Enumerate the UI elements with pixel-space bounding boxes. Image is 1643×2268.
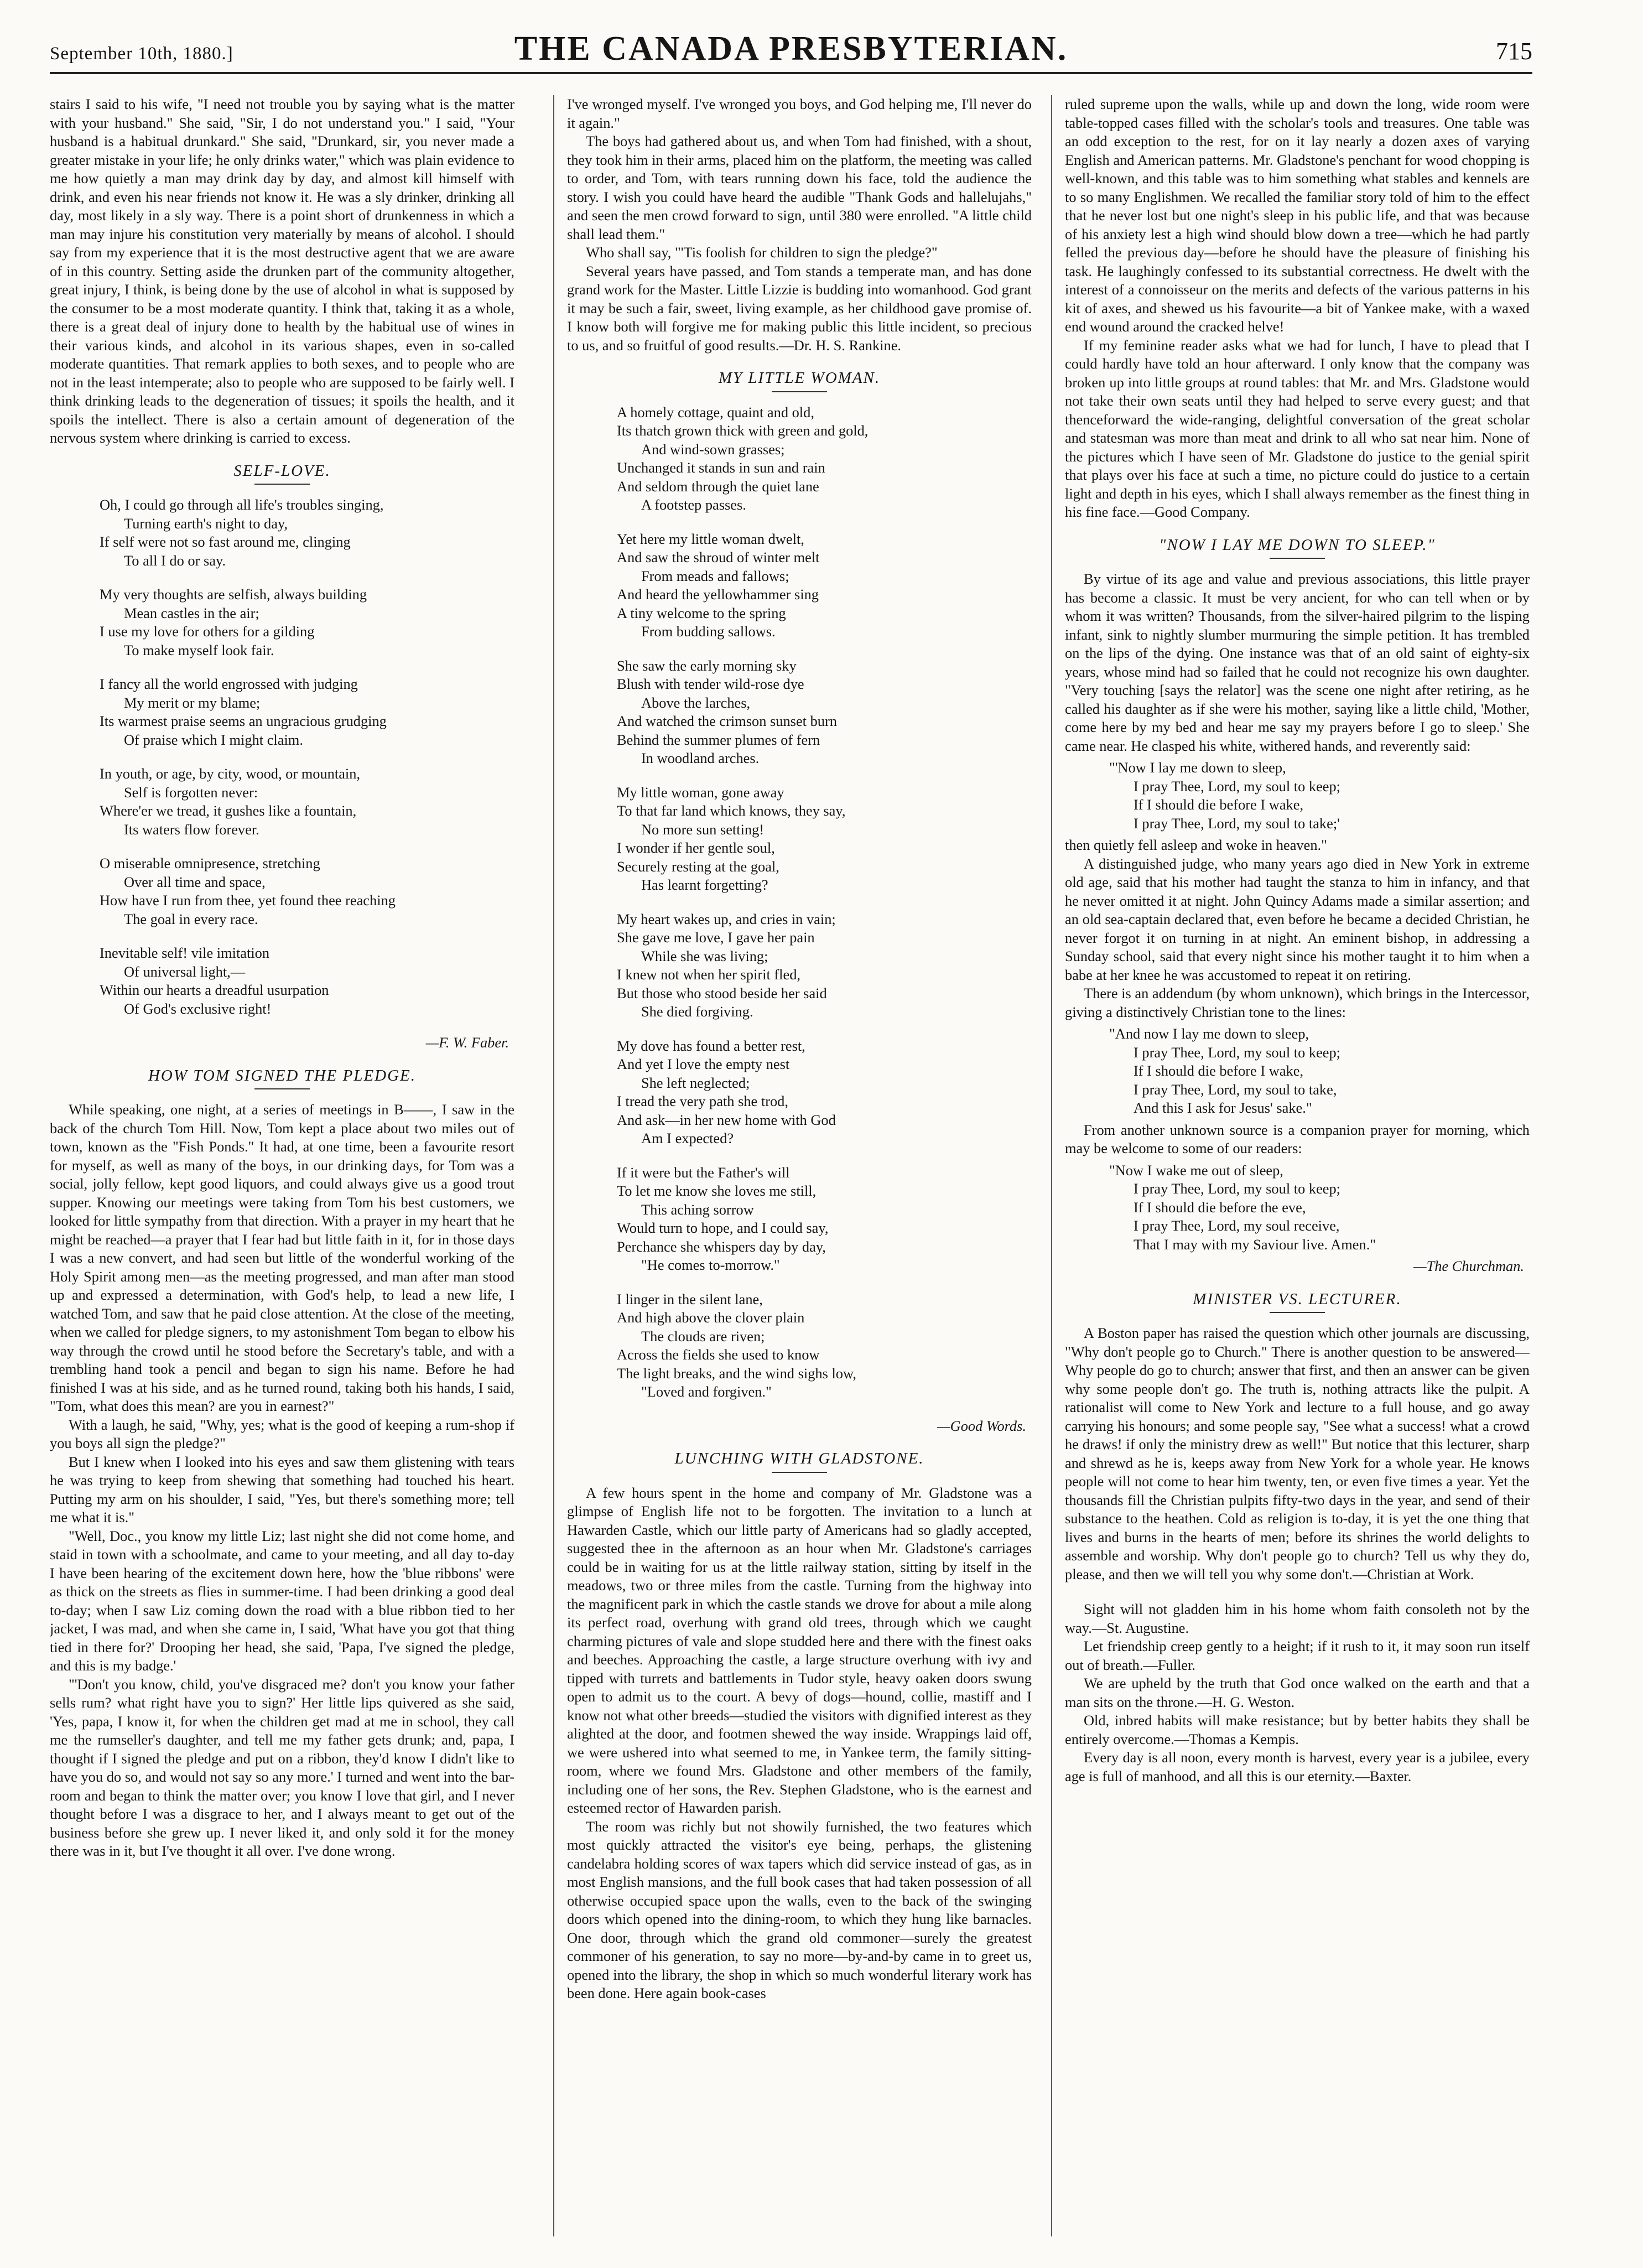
poem-line: I linger in the silent lane, <box>617 1290 763 1307</box>
poem-line: "He comes to-morrow." <box>641 1257 780 1273</box>
paragraph: A few hours spent in the home and company of Mr. Gladstone was a glimpse of English life not to be forgotten. The invitation to a lunch at Hawarden Castle, which our little party of Americans had so gladly accepted, suggested thee in the afternoon as an hour when Mr. Gladstone's carriages could be in waiting for us at the little railway station, sitting by itself in the meadows, two or three miles from the castle. Turning from the highway into the magnificent park in which the castle stands we drove for about a mile along its perfect road, overhung with grand old trees, through which we caught charming pictures of vale and slope studded here and there with the finest oaks and beeches. Approaching the castle, a large structure overhung with ivy and tipped with turrets and battlements in Tudor style, heavy oaken doors swung open to admit us to the court. A bevy of dogs—hound, collie, mastiff and I know not what other breeds—studied the visitors with dignified interest as they alighted at the door, and footmen shewed the way inside. Wrappings laid off, we were ushered into what seemed to me, in Yankee term, the family sitting-room, where we found Mrs. Gladstone and other members of the family, including one of her sons, the Rev. Stephen Gladstone, who is the earnest and esteemed rector of Hawarden parish. <box>567 1484 1032 1816</box>
paragraph: Several years have passed, and Tom stands a temperate man, and has done grand work for the Master. Little Lizzie is budding into womanhood. God grant it may be such a fair, sweet, living example, as her childhood gave promise of. I know both will forgive me for making public this little incident, so precious to us, and so fruitful of good results.—Dr. H. S. Rankine. <box>567 262 1032 354</box>
poem-line: To that far land which knows, they say, <box>617 802 846 819</box>
poem-line: Blush with tender wild-rose dye <box>617 676 804 692</box>
title-dash <box>772 1472 827 1473</box>
paragraph: While speaking, one night, at a series of meetings in B——, I saw in the back of the church Tom Hill. Now, Tom kept a place about two miles out of town, known as the "Fish Ponds." It had, at one time, been a favourite resort for myself, as well as many of the boys, in our drinking days, for Tom was a social, jolly fellow, kept good liquors, and could always give us a good trout supper. Knowing our meetings were taking from Tom his best customers, we looked for little sympathy from that direction. With a prayer in my heart that he might be reached—a prayer that I fear had but little faith in it, for in those days I was a new convert, and had seen but little of the wonderful working of the Holy Spirit among men—as the meeting progressed, and man after man stood up and expressed a determination, with God's help, to lead a new life, I watched Tom, and saw that he paid close attention. At the close of the meeting, when we called for pledge signers, to my astonishment Tom began to elbow his way through the crowd until he stood before the Secretary's table, and with a trembling hand took a pencil and began to sign his name. Before he had finished I was at his side, and as he turned round, taking both his hands, I said, "Tom, what does this mean? are you in earnest?" <box>50 1101 514 1414</box>
poem-line: And watched the crimson sunset burn <box>617 713 837 729</box>
saying: Let friendship creep gently to a height; if it rush to it, it may soon run itself out of breath.—Fuller. <box>1065 1638 1530 1673</box>
verse-line: "And now I lay me down to sleep, <box>1109 1025 1309 1042</box>
poem-line: Its thatch grown thick with green and gold, <box>617 422 869 439</box>
title-dash <box>1270 1312 1325 1313</box>
paragraph: "'Don't you know, child, you've disgraced me? don't you know your father sells rum? what right have you to sign?' Her little lips quivered as she said, 'Yes, papa, I know it, for when the children get mad at me in school, they call me the rumseller's daughter, and tell me my father gets drunk; and, papa, I thought if I signed the pledge and put on a ribbon, they'd know I didn't like to have you do so, and would not say so any more.' I turned and went into the bar-room and began to think the matter over; you know I love that girl, and I never thought before I was a disgrace to her, and I always meant to get out of the business before she grew up. I never liked it, and only sold it for the money there was in it, but I've thought it all over. I've done wrong. <box>50 1675 514 1859</box>
paragraph: The room was richly but not showily furnished, the two features which most quickly attracted the visitor's eye being, perhaps, the glistening candelabra holding scores of wax tapers which did service instead of gas, as in most English mansions, and the full book cases that had taken possession of all otherwise occupied space upon the walls, even to the back of the swinging doors which opened into the dining-room, to which they hung like barnacles. One door, through which the grand old commoner—surely the greatest commoner of his generation, to say no more—by-and-by came in to greet us, opened into the library, the shop in which so much wonderful literary work has been done. Here again book-cases <box>567 1818 1032 2001</box>
title-dash <box>1270 558 1325 559</box>
poem-line: To make myself look fair. <box>124 641 274 658</box>
verse-line: I pray Thee, Lord, my soul receive, <box>1134 1217 1340 1234</box>
poem-line: I use my love for others for a gilding <box>100 623 315 640</box>
poem-line: I wonder if her gentle soul, <box>617 839 775 856</box>
poem-line: And heard the yellowhammer sing <box>617 586 819 603</box>
poem-line: Over all time and space, <box>124 873 266 890</box>
story-title: HOW TOM SIGNED THE PLEDGE. <box>148 1066 417 1084</box>
paragraph: A distinguished judge, who many years ago died in New York in extreme old age, said that his mother had taught the stanza to him in infancy, and that he never omitted it at night. John Quincy Adams made a similar assertion; and an old sea-captain declared that, even before he became a decided Christian, he never forgot it on turning in at night. An eminent bishop, in addressing a Sunday school, said that every night since his mother taught it to him when a babe at her knee he was accustomed to repeat it on retiring. <box>1065 855 1530 983</box>
saying: Old, inbred habits will make resistance; but by better habits they shall be entirely overcome.—Thomas a Kempis. <box>1065 1712 1530 1747</box>
poem-line: Of praise which I might claim. <box>124 731 303 748</box>
article-continuation: stairs I said to his wife, "I need not trouble you by saying what is the matter with your husband." She said, "Sir, I do not understand you." I said, "Your husband is a habitual drunkard." She said, "Drunkard, sir, you never made a greater mistake in your life; he only drinks water," which was plain evidence to me how quietly a man may drink day by day, and almost kill himself with drink, and even his near friends not know it. He was a sly drinker, drinking all day, most likely in a sly way. There is a point short of drunkenness in which a man may injure his constitution very materially by means of alcohol. I should say from my experience that it is the most destructive agent that we are aware of in this country. Setting aside the drunken part of the community altogether, great injury, I think, is being done by the use of alcohol in what is supposed by the consumer to be a most moderate quantity. I think that, taking it as a whole, there is a great deal of injury done to health by the habitual use of wines in their various kinds, and alcohol in its various shapes, even in so-called moderate quantities. That remark applies to both sexes, and to people who are not in the least intemperate; also to people who are supposed to be fairly well. I think drinking leads to the degeneration of tissues; it spoils the health, and it spoils the intellect. There is also a certain amount of degeneration of the nervous system where drinking is carried to excess. <box>50 96 514 446</box>
paragraph: There is an addendum (by whom unknown), which brings in the Intercessor, giving a distinctively Christian tone to the lines: <box>1065 985 1530 1020</box>
poem-line: And high above the clover plain <box>617 1309 805 1326</box>
poem-line: Unchanged it stands in sun and rain <box>617 459 825 476</box>
stanza <box>100 854 514 928</box>
poem-line: Of universal light,— <box>124 963 246 980</box>
prayer-verse <box>1109 1025 1530 1118</box>
column-rule <box>553 95 554 2236</box>
poem-line: Self is forgotten never: <box>124 783 258 801</box>
poem-line: Turning earth's night to day, <box>124 515 288 532</box>
verse-line: I pray Thee, Lord, my soul to take, <box>1134 1081 1337 1098</box>
verse-source: —The Churchman. <box>1413 1258 1524 1274</box>
poem-line: The goal in every race. <box>124 910 258 927</box>
poem-line: And saw the shroud of winter melt <box>617 549 820 565</box>
paragraph: By virtue of its age and value and previous associations, this little prayer has become a classic. It must be very ancient, for who can tell when or by whom it was written? Thousands, from the silver-haired pilgrim to the lisping infant, sink to nightly slumber murmuring the simple petition. It has trembled on the lips of the dying. One instance was that of an old saint of eighty-six years, whose mind had so failed that he could not recognize his own daughter. "Very touching [says the relator] was the scene one night after retiring, as he called his daughter as if she were his mother, saying like a little child, 'Mother, come here by my bed and hear me say my prayers before I go to sleep.' She came near. He clasped his white, withered hands, and reverently said: <box>1065 570 1530 754</box>
poem-line: The light breaks, and the wind sighs low, <box>617 1364 856 1382</box>
verse-line: I pray Thee, Lord, my soul to keep; <box>1134 1180 1341 1197</box>
stanza <box>617 530 1032 641</box>
paragraph: "Well, Doc., you know my little Liz; last night she did not come home, and staid in town with a schoolmate, and came to your meeting, and all day to-day I have been hearing of the excitement down here, how the 'blue ribbons' were as thick on the streets as flies in summer-time. I had been drinking a good deal to-day; when I saw Liz coming down the road with a blue ribbon tied to her jacket, I was mad, and when she came in, I said, 'What have you got that thing tied in there for?' Drooping her head, she said, 'Papa, I've signed the pledge, and this is my badge.' <box>50 1527 514 1674</box>
poem-line: Inevitable self! vile imitation <box>100 944 270 961</box>
paragraph: A Boston paper has raised the question which other journals are discussing, "Why don't people go to Church." There is another question to be answered—Why people do go to church; answer that first, and then an answer can be given why some people don't go. The truth is, nothing attracts like the pulpit. A rationalist will come to New York and lecture to a full house, and go away carrying his honours; and some people say, "See what a success! what a crowd he draws! if only the ministry drew as well!" But notice that this lecturer, sharp and shrewd as he is, keeps away from New York for a whole year. He knows people will not come to hear him twenty, ten, or even five times a year. Yet the thousands fill the Christian pulpits fifty-two days in the year, and send of their substance to the heathen. Cold as religion is to-day, it is yet the one thing that lives and burns in the hearts of men; before its shrines the world delights to assemble and worship. Why don't people go to church? Tell us why they do, please, and then we will tell you why some don't.—Christian at Work. <box>1065 1325 1530 1582</box>
paragraph: If my feminine reader asks what we had for lunch, I have to plead that I could hardly have told an hour afterward. I only know that the company was broken up into little groups at round tables: that Mr. and Mrs. Gladstone would not take their own seats until they had helped to serve every guest; and that thenceforward the wide-ranging, delightful conversation of the great scholar and statesman was more than meat and drink to all who sat near him. None of the pictures which I have seen of Mr. Gladstone do justice to the genial spirit that plays over his face at such a time, no picture could do justice to a certain light and depth in his eyes, which I shall always remember as the finest thing in his fine face.—Good Company. <box>1065 336 1530 520</box>
stanza <box>617 783 1032 895</box>
poem-line: Mean castles in the air; <box>124 604 259 621</box>
saying: Every day is all noon, every month is harvest, every year is a jubilee, every age is full of manhood, and all this is our eternity.—Baxter. <box>1065 1749 1530 1784</box>
poem-line: Behind the summer plumes of fern <box>617 731 820 748</box>
poem-self-love <box>100 496 514 1018</box>
poem-line: No more sun setting! <box>641 821 765 838</box>
paragraph: From another unknown source is a companion prayer for morning, which may be welcome to some of our readers: <box>1065 1121 1530 1156</box>
stanza <box>100 765 514 839</box>
title-dash <box>254 484 310 485</box>
verse-line: "'Now I lay me down to sleep, <box>1109 759 1286 776</box>
poem-line: Of God's exclusive right! <box>124 1000 272 1017</box>
poem-line: While she was living; <box>641 947 768 964</box>
poem-line: But those who stood beside her said <box>617 984 827 1001</box>
poem-line: Oh, I could go through all life's troubles singing, <box>100 496 384 513</box>
paragraph: Who shall say, "'Tis foolish for children to sign the pledge?" <box>586 244 938 261</box>
column-right <box>1065 95 1530 2242</box>
stanza <box>617 1290 1032 1402</box>
page-header <box>50 22 1532 74</box>
stanza <box>100 496 514 570</box>
stanza <box>617 403 1032 515</box>
poem-line: And seldom through the quiet lane <box>617 478 819 495</box>
poem-line: A homely cottage, quaint and old, <box>617 403 814 421</box>
stanza <box>617 1164 1032 1275</box>
poem-line: And ask—in her new home with God <box>617 1111 836 1128</box>
poem-title: SELF-LOVE. <box>233 461 331 480</box>
column-middle <box>567 95 1032 2242</box>
stanza <box>100 585 514 660</box>
poem-line: If self were not so fast around me, clinging <box>100 533 351 550</box>
poem-line: Its warmest praise seems an ungracious grudging <box>100 713 387 729</box>
poem-line: She left neglected; <box>641 1074 750 1091</box>
poem-author: —F. W. Faber. <box>425 1034 509 1051</box>
verse-line: And this I ask for Jesus' sake." <box>1134 1099 1312 1116</box>
poem-line: She gave me love, I gave her pain <box>617 929 815 946</box>
poem-line: A footstep passes. <box>641 496 746 513</box>
paragraph: ruled supreme upon the walls, while up and down the long, wide room were table-topped cases filled with the scholar's tools and treasures. One table was an odd exception to the rest, for on it lay nearly a dozen axes of varying English and American patterns. Mr. Gladstone's penchant for wood chopping is well-known, and this table was to him something what stables and kennels are to so many Englishmen. We recalled the familiar story told of him to the effect that he never lost but one night's sleep in his public life, and that was because of his anxiety lest a high wind should blow down a tree—which he had partly felled the previous day—before he should have the pleasure of finishing his task. He laughingly confessed to its substantial correctness. He dwelt with the interest of a connoisseur on the merits and defects of the various patterns in his kit of axes, and shewed us his favourite—a bit of Yankee make, with a waxed end wound around the cracked helve! <box>1065 96 1530 335</box>
poem-line: If it were but the Father's will <box>617 1164 790 1181</box>
poem-line: Has learnt forgetting? <box>641 876 768 893</box>
poem-line: A tiny welcome to the spring <box>617 604 786 621</box>
poem-line: The clouds are riven; <box>641 1327 765 1345</box>
poem-line: O miserable omnipresence, stretching <box>100 855 320 871</box>
paragraph: The boys had gathered about us, and when Tom had finished, with a shout, they took him in their arms, placed him on the platform, the meeting was called to order, and Tom, with tears running down his face, told the audience the story. I wish you could have heard the audible "Thank Gods and hallelujahs," and seen the men crowd forward to sign, until 380 were enrolled. "A little child shall lead them." <box>567 133 1032 242</box>
poem-line: She died forgiving. <box>641 1003 753 1020</box>
poem-line: My little woman, gone away <box>617 783 784 801</box>
poem-line: My heart wakes up, and cries in vain; <box>617 910 836 927</box>
poem-line: Yet here my little woman dwelt, <box>617 530 804 547</box>
poem-line: She saw the early morning sky <box>617 657 797 674</box>
stanza <box>100 675 514 749</box>
poem-line: Where'er we tread, it gushes like a fountain, <box>100 802 357 819</box>
poem-line: Securely resting at the goal, <box>617 858 779 875</box>
poem-line: Its waters flow forever. <box>124 821 259 838</box>
paragraph: then quietly fell asleep and woke in heaven." <box>1065 837 1327 853</box>
saying: We are upheld by the truth that God once walked on the earth and that a man sits on the throne.—H. G. Weston. <box>1065 1675 1530 1710</box>
poem-line: From budding sallows. <box>641 623 776 640</box>
article-title: MINISTER VS. LECTURER. <box>1193 1290 1402 1308</box>
issue-date: September 10th, 1880.] <box>50 44 233 64</box>
poem-line: And wind-sown grasses; <box>641 440 785 458</box>
poem-line: And yet I love the empty nest <box>617 1056 790 1072</box>
stanza <box>100 944 514 1018</box>
page-number: 715 <box>1496 38 1532 65</box>
poem-line: To all I do or say. <box>124 552 226 569</box>
poem-line: I knew not when her spirit fled, <box>617 966 800 983</box>
poem-line: How have I run from thee, yet found thee reaching <box>100 892 396 909</box>
poem-line: Above the larches, <box>641 694 751 711</box>
paragraph: With a laugh, he said, "Why, yes; what is the good of keeping a rum-shop if you boys all sign the pledge?" <box>50 1416 514 1451</box>
poem-line: I tread the very path she trod, <box>617 1093 788 1109</box>
poem-line: From meads and fallows; <box>641 567 789 584</box>
poem-source: —Good Words. <box>937 1417 1026 1434</box>
poem-line: My very thoughts are selfish, always building <box>100 586 367 603</box>
poem-line: To let me know she loves me still, <box>617 1182 817 1199</box>
verse-line: I pray Thee, Lord, my soul to keep; <box>1134 1044 1341 1061</box>
column-left <box>50 95 514 2242</box>
column-rule <box>1051 95 1052 2236</box>
article-title: LUNCHING WITH GLADSTONE. <box>674 1450 924 1467</box>
verse-line: If I should die before I wake, <box>1134 1062 1304 1079</box>
poem-line: Would turn to hope, and I could say, <box>617 1219 829 1236</box>
poem-line: Perchance she whispers day by day, <box>617 1238 826 1255</box>
verse-line: I pray Thee, Lord, my soul to keep; <box>1134 777 1341 795</box>
verse-line: I pray Thee, Lord, my soul to take;' <box>1134 814 1340 832</box>
saying: Sight will not gladden him in his home whom faith consoleth not by the way.—St. Augustine. <box>1065 1601 1530 1636</box>
stanza <box>617 657 1032 768</box>
poem-line: In woodland arches. <box>641 750 760 766</box>
poem-line: Across the fields she used to know <box>617 1346 820 1363</box>
paragraph: But I knew when I looked into his eyes and saw them glistening with tears he was trying to keep from shewing that something had touched his heart. Putting my arm on his shoulder, I said, "Yes, but there's something more; tell me what it is." <box>50 1453 514 1525</box>
poem-title: MY LITTLE WOMAN. <box>718 369 881 387</box>
poem-line: I fancy all the world engrossed with judging <box>100 676 358 692</box>
poem-line: My dove has found a better rest, <box>617 1037 805 1054</box>
title-dash <box>772 391 827 392</box>
poem-line: This aching sorrow <box>641 1201 754 1218</box>
prayer-verse <box>1109 759 1530 833</box>
poem-line: Am I expected? <box>641 1130 734 1146</box>
verse-line: If I should die before I wake, <box>1134 796 1304 813</box>
poem-line: In youth, or age, by city, wood, or mountain, <box>100 765 361 782</box>
verse-line: If I should die before the eve, <box>1134 1198 1306 1216</box>
stanza <box>617 910 1032 1021</box>
poem-my-little-woman <box>617 403 1032 1402</box>
article-title: "NOW I LAY ME DOWN TO SLEEP." <box>1159 536 1436 554</box>
prayer-verse <box>1109 1161 1530 1254</box>
masthead-title: THE CANADA PRESBYTERIAN. <box>514 30 1068 68</box>
poem-line: Within our hearts a dreadful usurpation <box>100 982 329 998</box>
poem-line: My merit or my blame; <box>124 694 261 711</box>
verse-line: That I may with my Saviour live. Amen." <box>1134 1236 1376 1253</box>
paragraph: I've wronged myself. I've wronged you boys, and God helping me, I'll never do it again." <box>567 96 1032 131</box>
poem-line: "Loved and forgiven." <box>641 1383 772 1400</box>
stanza <box>617 1037 1032 1148</box>
title-dash <box>254 1088 310 1089</box>
verse-line: "Now I wake me out of sleep, <box>1109 1161 1283 1179</box>
